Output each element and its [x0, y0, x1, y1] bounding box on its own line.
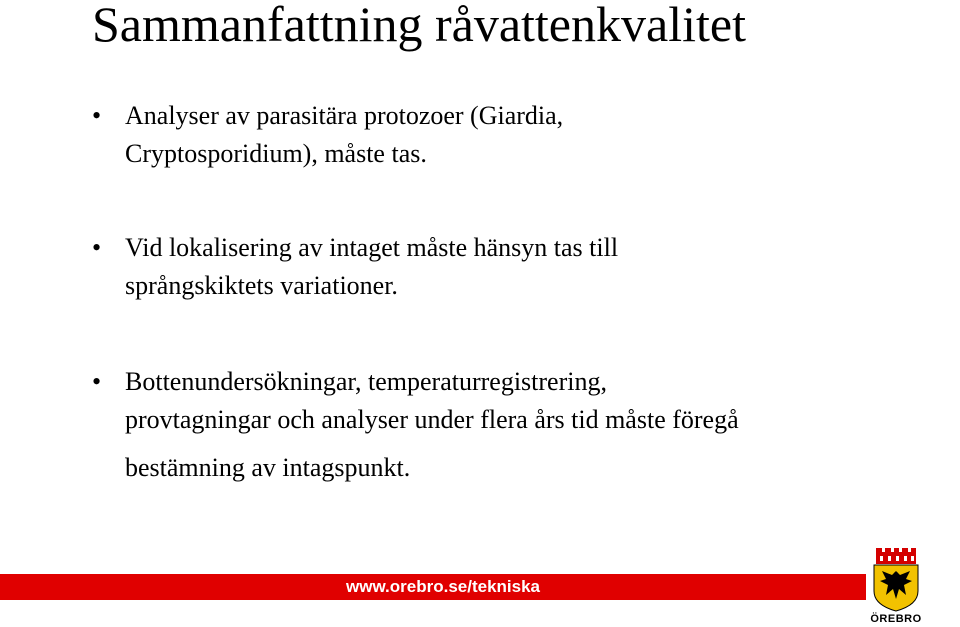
- bullet-text: [125, 363, 905, 487]
- slide-title: Sammanfattning råvattenkvalitet: [92, 0, 746, 52]
- bullet-line: språngskiktets variationer.: [125, 271, 398, 300]
- bullet-dot-icon: •: [92, 367, 102, 396]
- bullet-line: Vid lokalisering av intaget måste hänsyn tas till: [125, 233, 619, 262]
- bullet-line: Bottenundersökningar, temperaturregistrering,: [125, 367, 607, 396]
- logo-label: ÖREBRO: [870, 613, 922, 625]
- bullet-line: bestämning av intagspunkt.: [125, 453, 411, 482]
- bullet-line: Analyser av parasitära protozoer (Giardia,: [125, 101, 564, 130]
- bullet-dot-icon: •: [92, 233, 102, 262]
- footer-url-link[interactable]: www.orebro.se/tekniska: [346, 577, 540, 596]
- bullet-text: [125, 97, 905, 173]
- bullet-dot-icon: •: [92, 101, 102, 130]
- bullet-line: provtagningar och analyser under flera års tid måste föregå: [125, 405, 739, 434]
- bullet-line: Cryptosporidium), måste tas.: [125, 139, 427, 168]
- footer-bar: [0, 574, 866, 600]
- bullet-text: [125, 229, 905, 305]
